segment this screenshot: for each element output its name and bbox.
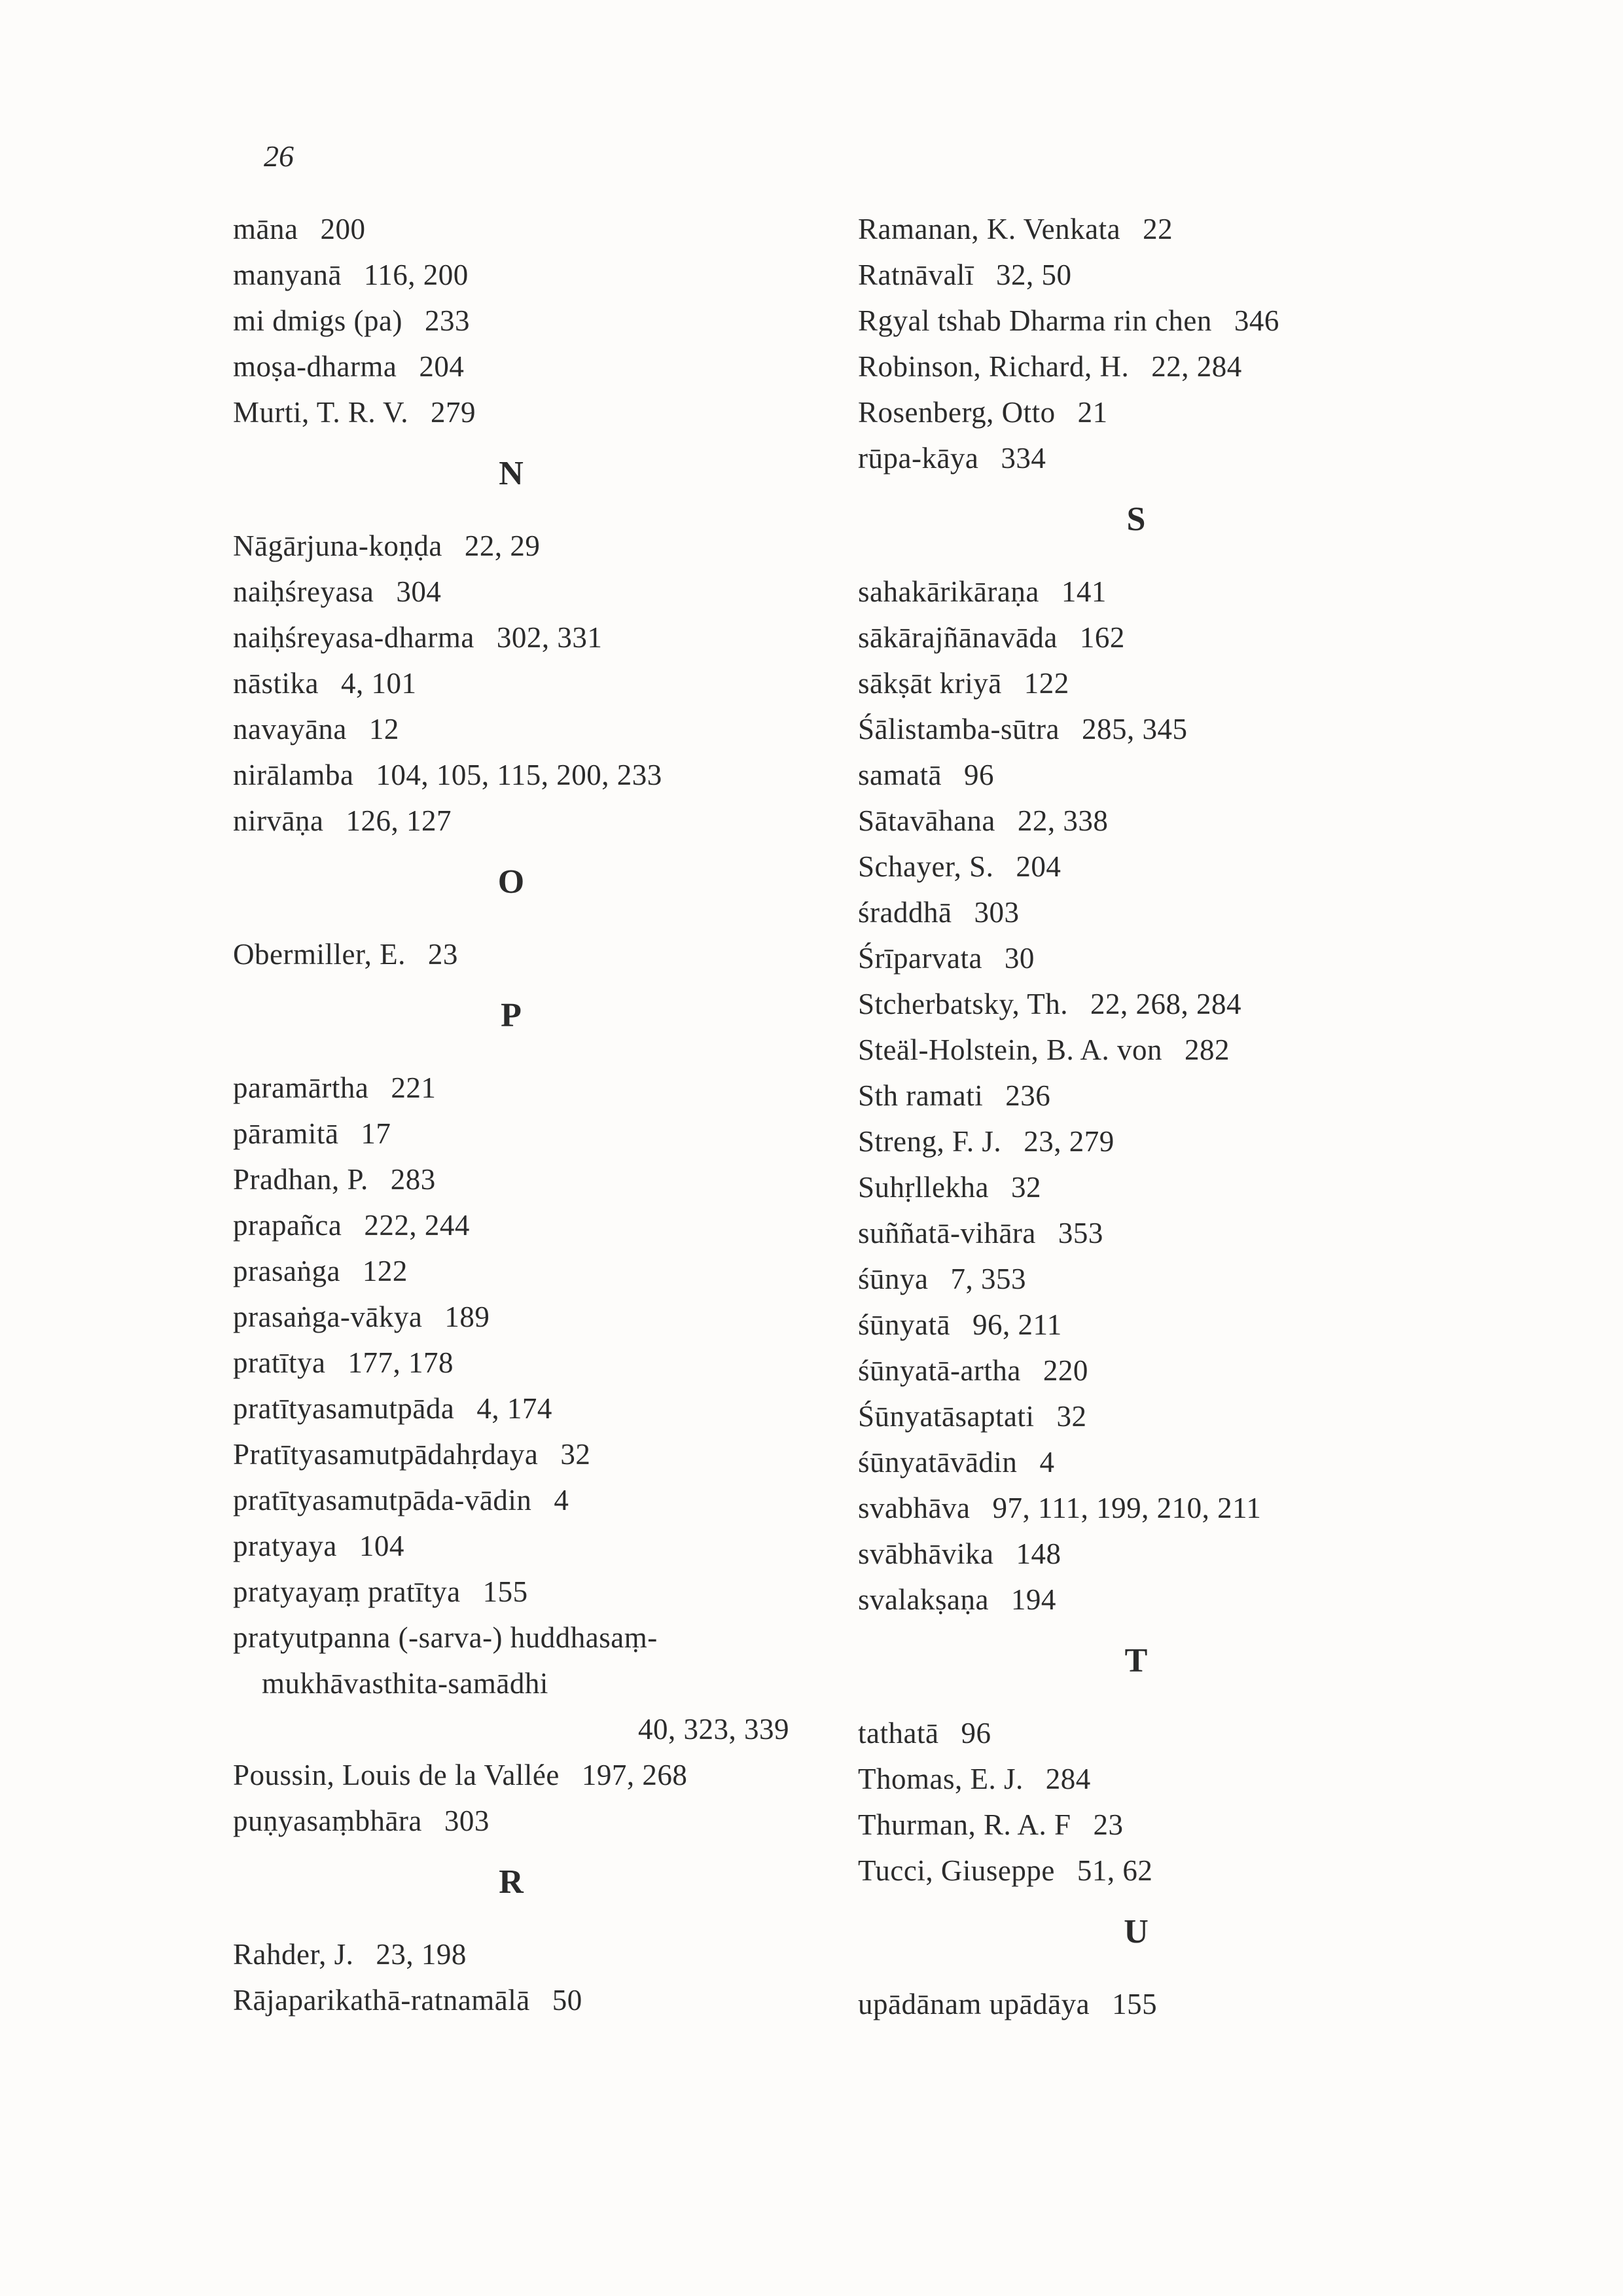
index-entry — [858, 1848, 1414, 1893]
entry-term: śūnyatā-artha — [858, 1354, 1021, 1387]
index-entry — [233, 344, 789, 389]
entry-pages: 155 — [1112, 1988, 1158, 2020]
entry-pages: 200 — [320, 213, 366, 245]
index-section-t — [858, 1638, 1414, 1893]
index-entry — [858, 1164, 1414, 1210]
index-entry — [233, 298, 789, 344]
entry-pages: 17 — [361, 1117, 391, 1150]
index-entry — [858, 1210, 1414, 1256]
entry-pages: 7, 353 — [950, 1263, 1026, 1295]
entry-term: Rahder, J. — [233, 1938, 354, 1971]
entry-term: Sātavāhana — [858, 804, 995, 837]
entry-term: svābhāvika — [858, 1537, 994, 1570]
entry-pages: 12 — [368, 713, 399, 745]
entry-pages: 233 — [424, 304, 470, 337]
entry-term: tathatā — [858, 1717, 939, 1749]
entry-pages: 97, 111, 199, 210, 211 — [992, 1492, 1262, 1524]
index-entry — [858, 569, 1414, 615]
entry-term: manyanā — [233, 259, 342, 291]
entry-term: svalakṣaṇa — [858, 1583, 989, 1616]
index-entry — [233, 569, 789, 615]
entry-pages: 122 — [362, 1255, 408, 1287]
entry-pages: 50 — [552, 1984, 582, 2017]
index-entry — [233, 1431, 789, 1477]
index-entry — [233, 523, 789, 569]
index-entry — [858, 1802, 1414, 1848]
entry-pages: 189 — [444, 1300, 490, 1333]
index-entry-multiline-first: pratyutpanna (-sarva-) huddhasaṃ- — [233, 1621, 658, 1654]
entry-pages: 22, 268, 284 — [1090, 988, 1241, 1020]
entry-pages: 279 — [431, 396, 476, 429]
entry-term: upādānam upādāya — [858, 1988, 1090, 2020]
entry-pages: 197, 268 — [581, 1759, 688, 1791]
entry-term: moṣa-dharma — [233, 350, 397, 383]
entry-term: paramārtha — [233, 1071, 369, 1104]
index-entry — [233, 752, 789, 798]
entry-term: mi dmigs (pa) — [233, 304, 402, 337]
index-entry — [858, 1027, 1414, 1073]
index-section-s — [858, 497, 1414, 1623]
entry-term: Stcherbatsky, Th. — [858, 988, 1068, 1020]
index-column-right — [858, 206, 1414, 2027]
entry-term: svabhāva — [858, 1492, 971, 1524]
index-entry — [858, 1119, 1414, 1164]
index-entry — [858, 252, 1414, 298]
index-entry — [858, 1577, 1414, 1623]
entry-term: pratyayaṃ pratītya — [233, 1575, 461, 1608]
entry-term: navayāna — [233, 713, 347, 745]
index-entry — [858, 660, 1414, 706]
entry-term: Murti, T. R. V. — [233, 396, 408, 429]
section-letter-heading: O — [497, 863, 525, 901]
index-entry — [233, 931, 789, 977]
index-entry — [858, 1531, 1414, 1577]
index-entry — [858, 1756, 1414, 1802]
index-entry — [233, 1977, 789, 2023]
entry-pages: 21 — [1077, 396, 1108, 429]
entry-term: pratītyasamutpāda-vādin — [233, 1484, 532, 1516]
entry-pages: 96, 211 — [972, 1308, 1062, 1341]
entry-pages: 22 — [1143, 213, 1173, 245]
index-entry — [233, 206, 789, 252]
entry-pages: 155 — [482, 1575, 528, 1608]
entry-pages: 22, 29 — [464, 529, 541, 562]
entry-pages: 194 — [1010, 1583, 1056, 1616]
index-entry — [233, 1294, 789, 1340]
entry-term: Obermiller, E. — [233, 938, 406, 971]
index-entry-multiline-continuation: mukhāvasthita-samādhi — [262, 1667, 548, 1700]
entry-term: Thurman, R. A. F — [858, 1808, 1071, 1841]
entry-term: samatā — [858, 759, 942, 791]
entry-pages: 204 — [1016, 850, 1061, 883]
section-letter-heading: S — [1126, 501, 1146, 538]
entry-pages: 22, 284 — [1151, 350, 1242, 383]
index-entry — [233, 1386, 789, 1431]
entry-term: naiḥśreyasa — [233, 575, 374, 608]
entry-term: sākṣāt kriyā — [858, 667, 1002, 700]
entry-pages: 334 — [1001, 442, 1046, 475]
entry-pages: 122 — [1024, 667, 1069, 700]
entry-pages: 302, 331 — [496, 621, 603, 654]
entry-term: prapañca — [233, 1209, 342, 1242]
entry-term: nirālamba — [233, 759, 354, 791]
entry-term: pratītyasamutpāda — [233, 1392, 455, 1425]
entry-term: Pradhan, P. — [233, 1163, 368, 1196]
entry-pages: 4 — [1039, 1446, 1055, 1479]
entry-term: Sth ramati — [858, 1079, 984, 1112]
entry-term: pratyaya — [233, 1530, 337, 1562]
entry-pages: 22, 338 — [1017, 804, 1109, 837]
entry-pages: 236 — [1005, 1079, 1051, 1112]
entry-pages: 23 — [1093, 1808, 1124, 1841]
entry-term: naiḥśreyasa-dharma — [233, 621, 474, 654]
index-entry — [858, 935, 1414, 981]
entry-term: śūnya — [858, 1263, 929, 1295]
index-entry — [233, 1523, 789, 1569]
entry-pages: 283 — [390, 1163, 436, 1196]
index-entry — [233, 615, 789, 660]
entry-term: śūnyatā — [858, 1308, 950, 1341]
section-letter-heading: R — [499, 1863, 524, 1901]
entry-pages: 303 — [444, 1804, 490, 1837]
entry-term: prasaṅga — [233, 1255, 340, 1287]
entry-pages: 282 — [1184, 1033, 1230, 1066]
entry-pages: 221 — [391, 1071, 437, 1104]
index-entry — [233, 1931, 789, 1977]
index-entry — [858, 981, 1414, 1027]
index-entry — [858, 1981, 1414, 2027]
index-entry — [233, 1340, 789, 1386]
index-entry — [233, 1202, 789, 1248]
entry-pages: 285, 345 — [1081, 713, 1188, 745]
section-letter-heading: N — [499, 455, 524, 492]
entry-term: rūpa-kāya — [858, 442, 979, 475]
entry-pages: 177, 178 — [348, 1346, 454, 1379]
entry-pages: 4, 101 — [340, 667, 417, 700]
index-entry — [858, 798, 1414, 844]
entry-term: Poussin, Louis de la Vallée — [233, 1759, 560, 1791]
index-section-r-continued — [858, 206, 1414, 481]
entry-term: nirvāṇa — [233, 804, 324, 837]
index-entry — [233, 1569, 789, 1615]
entry-term: Pratītyasamutpādahṛdaya — [233, 1438, 539, 1471]
entry-pages: 141 — [1061, 575, 1107, 608]
index-entry — [858, 298, 1414, 344]
entry-term: Suhṛllekha — [858, 1171, 989, 1204]
index-entry — [233, 1065, 789, 1111]
entry-pages: 23, 198 — [376, 1938, 467, 1971]
entry-pages: 32, 50 — [995, 259, 1072, 291]
index-entry — [858, 1439, 1414, 1485]
entry-term: pratītya — [233, 1346, 326, 1379]
index-entry — [858, 344, 1414, 389]
entry-pages: 40, 323, 339 — [638, 1713, 789, 1746]
entry-term: prasaṅga-vākya — [233, 1300, 423, 1333]
entry-term: suññatā-vihāra — [858, 1217, 1036, 1249]
index-entry — [233, 252, 789, 298]
index-section-n — [233, 451, 789, 844]
entry-pages: 303 — [974, 896, 1020, 929]
entry-term: Rgyal tshab Dharma rin chen — [858, 304, 1212, 337]
entry-term: Schayer, S. — [858, 850, 994, 883]
index-section-m-continued — [233, 206, 789, 435]
entry-pages: 346 — [1234, 304, 1279, 337]
entry-term: śūnyatāvādin — [858, 1446, 1018, 1479]
entry-pages: 32 — [560, 1438, 591, 1471]
index-entry — [858, 1302, 1414, 1348]
index-entry-multiline-pages — [233, 1706, 789, 1752]
section-letter-heading: T — [1124, 1642, 1148, 1679]
entry-pages: 148 — [1016, 1537, 1061, 1570]
entry-pages: 30 — [1004, 942, 1035, 975]
entry-term: Robinson, Richard, H. — [858, 350, 1130, 383]
entry-pages: 353 — [1058, 1217, 1103, 1249]
index-entry — [858, 389, 1414, 435]
index-entry — [858, 752, 1414, 798]
entry-pages: 51, 62 — [1077, 1854, 1153, 1887]
entry-term: śraddhā — [858, 896, 952, 929]
entry-term: Rājaparikathā-ratnamālā — [233, 1984, 530, 2017]
index-entry — [858, 1710, 1414, 1756]
entry-term: Śūnyatāsaptati — [858, 1400, 1035, 1433]
entry-term: nāstika — [233, 667, 319, 700]
entry-term: Thomas, E. J. — [858, 1763, 1024, 1795]
entry-pages: 104, 105, 115, 200, 233 — [376, 759, 662, 791]
entry-pages: 220 — [1043, 1354, 1088, 1387]
section-letter-heading: P — [501, 997, 522, 1034]
index-entry — [233, 389, 789, 435]
index-entry — [858, 1073, 1414, 1119]
index-entry — [858, 1393, 1414, 1439]
index-entry — [858, 1348, 1414, 1393]
entry-term: māna — [233, 213, 298, 245]
index-entry — [233, 706, 789, 752]
entry-pages: 96 — [963, 759, 994, 791]
page-number: 26 — [264, 139, 294, 173]
index-entry — [858, 206, 1414, 252]
index-entry — [858, 889, 1414, 935]
index-section-u — [858, 1909, 1414, 2027]
index-entry — [858, 844, 1414, 889]
index-entry — [233, 1752, 789, 1798]
entry-pages: 96 — [961, 1717, 991, 1749]
entry-term: Ramanan, K. Venkata — [858, 213, 1121, 245]
entry-pages: 162 — [1079, 621, 1125, 654]
index-entry — [233, 1157, 789, 1202]
entry-pages: 32 — [1056, 1400, 1087, 1433]
entry-term: Nāgārjuna-koṇḍa — [233, 529, 442, 562]
entry-pages: 4, 174 — [476, 1392, 552, 1425]
entry-pages: 284 — [1045, 1763, 1091, 1795]
index-entry — [233, 1798, 789, 1844]
entry-term: Rosenberg, Otto — [858, 396, 1056, 429]
index-entry — [858, 435, 1414, 481]
entry-term: Steäl-Holstein, B. A. von — [858, 1033, 1162, 1066]
entry-pages: 304 — [396, 575, 442, 608]
section-letter-heading: U — [1124, 1913, 1149, 1950]
entry-term: Streng, F. J. — [858, 1125, 1002, 1158]
entry-term: Śālistamba-sūtra — [858, 713, 1060, 745]
index-entry — [858, 1485, 1414, 1531]
entry-term: sahakārikāraṇa — [858, 575, 1039, 608]
index-entry — [858, 1256, 1414, 1302]
entry-term: sākārajñānavāda — [858, 621, 1058, 654]
index-entry — [858, 615, 1414, 660]
entry-pages: 23, 279 — [1024, 1125, 1115, 1158]
index-entry — [233, 1248, 789, 1294]
entry-pages: 104 — [359, 1530, 404, 1562]
entry-term: puṇyasaṃbhāra — [233, 1804, 422, 1837]
entry-pages: 126, 127 — [346, 804, 452, 837]
index-entry — [858, 706, 1414, 752]
entry-pages: 32 — [1010, 1171, 1041, 1204]
entry-term: Tucci, Giuseppe — [858, 1854, 1055, 1887]
index-entry — [233, 1477, 789, 1523]
index-section-r — [233, 1859, 789, 2023]
index-section-p — [233, 993, 789, 1844]
index-entry — [233, 660, 789, 706]
index-section-o — [233, 859, 789, 977]
entry-term: Śrīparvata — [858, 942, 982, 975]
entry-pages: 23 — [427, 938, 458, 971]
entry-pages: 4 — [554, 1484, 569, 1516]
entry-pages: 204 — [419, 350, 465, 383]
entry-term: pāramitā — [233, 1117, 339, 1150]
index-entry — [233, 798, 789, 844]
entry-pages: 116, 200 — [363, 259, 469, 291]
index-entry — [233, 1111, 789, 1157]
index-column-left — [233, 206, 789, 2023]
entry-term: Ratnāvalī — [858, 259, 974, 291]
entry-pages: 222, 244 — [364, 1209, 470, 1242]
